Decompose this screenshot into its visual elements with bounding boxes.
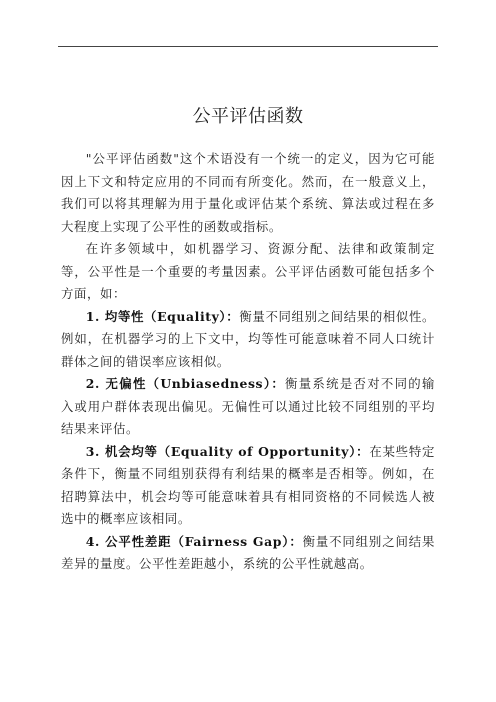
item-heading: 3. 机会均等（Equality of Opportunity）： <box>85 443 370 459</box>
item-text: 在某些特定条件下，衡量不同组别获得有利结果的概率是否相等。例如，在招聘算法中，机会均等可能意味着具有相同资格的不同候选人被选中的概率应该相同。 <box>61 443 435 526</box>
document-body <box>61 148 435 576</box>
intro-paragraph: "公平评估函数"这个术语没有一个统一的定义，因为它可能因上下文和特定应用的不同而有所变化。然而，在一般意义上，我们可以将其理解为用于量化或评估某个系统、算法或过程在多大程度上实现了公平性的函数或指标。 <box>61 151 435 234</box>
item-heading: 4. 公平性差距（Fairness Gap）： <box>85 533 303 549</box>
item-heading: 2. 无偏性（Unbiasedness）： <box>85 376 286 391</box>
list-item-unbiasedness <box>61 373 435 441</box>
item-text: 衡量系统是否对不同的输入或用户群体表现出偏见。无偏性可以通过比较不同组别的平均结果来评估。 <box>61 376 435 436</box>
context-paragraph: 在许多领域中，如机器学习、资源分配、法律和政策制定等，公平性是一个重要的考量因素。公平评估函数可能包括多个方面，如： <box>61 241 435 301</box>
item-text: 衡量不同组别之间结果差异的量度。公平性差距越小，系统的公平性就越高。 <box>61 533 435 571</box>
header-rule <box>58 46 438 47</box>
page-title: 公平评估函数 <box>192 106 304 127</box>
item-heading: 1. 均等性（Equality）： <box>85 308 240 324</box>
item-text: 衡量不同组别之间结果的相似性。例如，在机器学习的上下文中，均等性可能意味着不同人口统计群体之间的错误率应该相似。 <box>61 308 436 369</box>
list-item-equal-opportunity <box>61 441 435 531</box>
list-item-equality <box>61 306 435 374</box>
list-item-fairness-gap <box>61 531 435 576</box>
